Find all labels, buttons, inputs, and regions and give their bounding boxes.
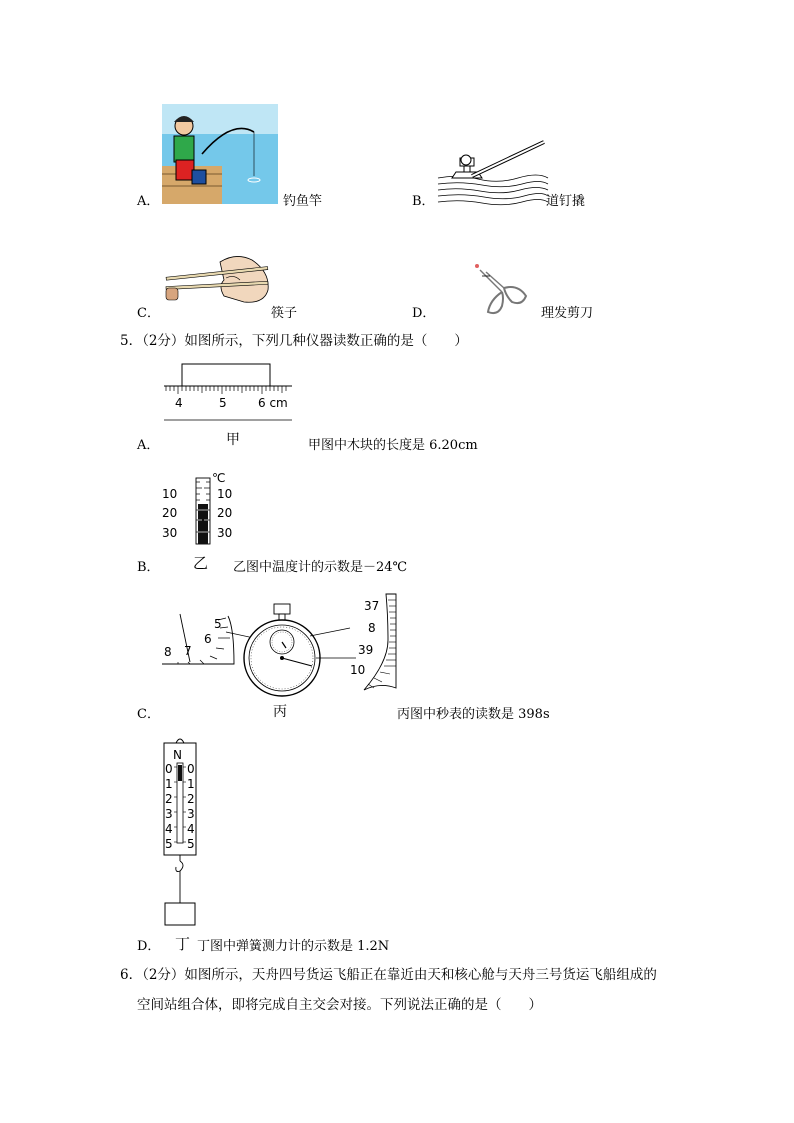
small-dial-label: 6	[204, 632, 212, 646]
large-dial-label: 37	[364, 599, 380, 613]
figure-caption-jia: 甲	[226, 432, 240, 448]
rail-spike-crowbar-image	[438, 138, 550, 208]
hair-scissors-image	[472, 262, 532, 320]
option-letter: B．	[412, 194, 435, 209]
thermometer-label-left: 10	[162, 487, 178, 501]
option-letter: D．	[137, 939, 161, 954]
q6-stem-line2: 空间站组合体，即将完成自主交会对接。下列说法正确的是（ ）	[137, 997, 542, 1013]
spring-scale-label-left: 0	[165, 762, 173, 776]
ruler-diagram	[160, 362, 296, 426]
spring-scale-label-right: 0	[187, 762, 195, 776]
option-text: 钓鱼竿	[283, 194, 323, 209]
spring-scale-label-left: 4	[165, 822, 173, 836]
small-dial-label: 7	[184, 644, 192, 658]
spring-scale-unit: N	[173, 748, 182, 762]
large-dial-label: 8	[368, 621, 376, 635]
large-dial-label: 39	[358, 643, 374, 657]
q6-stem-line1: 6．（2分）如图所示，天舟四号货运飞船正在靠近由天和核心舱与天舟三号货运飞船组成的	[120, 967, 657, 983]
thermometer-unit: ℃	[212, 471, 226, 485]
spring-scale-label-left: 5	[165, 837, 173, 851]
spring-scale-label-right: 3	[187, 807, 195, 821]
option-letter: A．	[137, 438, 160, 453]
spring-scale-label-right: 4	[187, 822, 195, 836]
ruler-label: 4	[175, 396, 183, 410]
option-text: 丙图中秒表的读数是 398s	[397, 707, 550, 722]
small-dial-label: 8	[164, 645, 172, 659]
small-dial-label: 5	[214, 617, 222, 631]
thermometer-diagram	[160, 470, 242, 546]
option-letter: C．	[137, 707, 160, 722]
fishing-rod-image	[162, 104, 278, 204]
stopwatch-diagram	[160, 592, 400, 700]
spring-scale-label-right: 2	[187, 792, 195, 806]
spring-scale-label-left: 1	[165, 777, 173, 791]
figure-caption-ding: 丁	[175, 935, 191, 953]
option-letter: C．	[137, 306, 160, 321]
large-dial-label: 10	[350, 663, 366, 677]
spring-scale-diagram	[160, 735, 200, 929]
thermometer-label-left: 30	[162, 526, 178, 540]
thermometer-label-left: 20	[162, 506, 178, 520]
spring-scale-label-left: 2	[165, 792, 173, 806]
spring-scale-label-left: 3	[165, 807, 173, 821]
option-letter: D．	[412, 306, 436, 321]
option-text: 理发剪刀	[541, 306, 594, 321]
option-text: 乙图中温度计的示数是－24℃	[233, 560, 408, 575]
ruler-label: 6 cm	[258, 396, 288, 410]
thermometer-label-right: 20	[217, 506, 233, 520]
option-text: 丁图中弹簧测力计的示数是 1.2N	[197, 939, 390, 954]
chopsticks-image	[164, 250, 272, 308]
option-letter: B．	[137, 560, 160, 575]
figure-caption-bing: 丙	[273, 704, 287, 720]
option-text: 筷子	[271, 306, 298, 321]
spring-scale-label-right: 5	[187, 837, 195, 851]
thermometer-label-right: 10	[217, 487, 233, 501]
option-text: 甲图中木块的长度是 6.20cm	[308, 438, 478, 453]
q5-stem: 5．（2分）如图所示，下列几种仪器读数正确的是（ ）	[120, 333, 468, 349]
ruler-label: 5	[219, 396, 227, 410]
option-letter: A．	[137, 194, 160, 209]
figure-caption-yi: 乙	[193, 554, 209, 572]
option-text: 道钉撬	[546, 194, 586, 209]
spring-scale-label-right: 1	[187, 777, 195, 791]
thermometer-label-right: 30	[217, 526, 233, 540]
